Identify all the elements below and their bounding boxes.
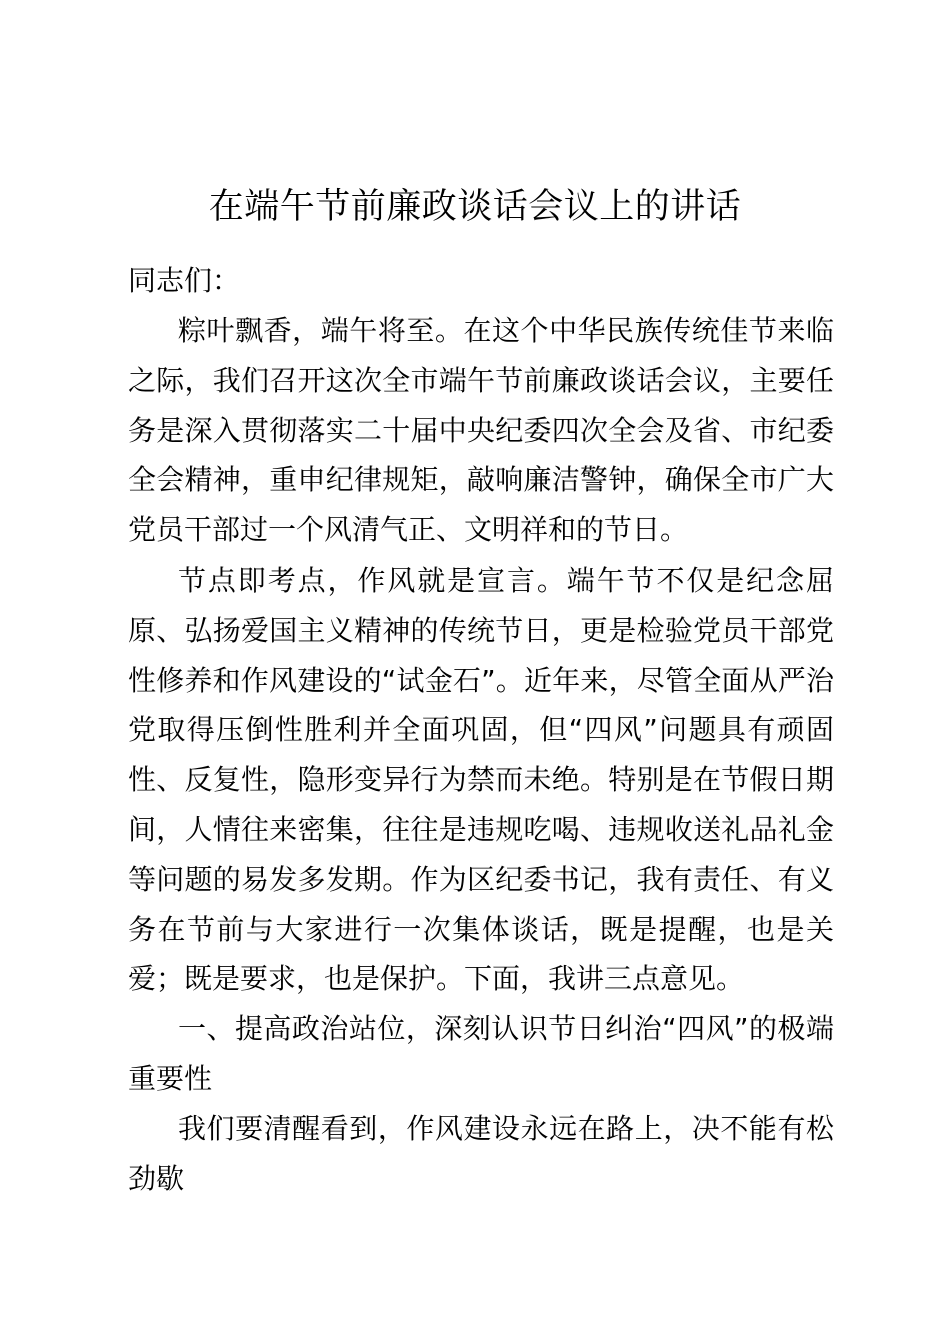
section-heading-1: 一、提高政治站位，深刻认识节日纠治“四风”的极端重要性 xyxy=(128,1012,834,1095)
paragraph-section-1: 我们要清醒看到，作风建设永远在路上，决不能有松劲歇 xyxy=(128,1112,834,1195)
paragraph-context: 节点即考点，作风就是宣言。端午节不仅是纪念屈原、弘扬爱国主义精神的传统节日，更是检验党员干部党性修养和作风建设的“试金石”。近年来，尽管全面从严治党取得压倒性胜利并全面巩固，但“四风”问题具有顽固性、反复性，隐形变异行为禁而未绝。特别是在节假日期间，人情往来密集，往往是违规吃喝、违规收送礼品礼金等问题的易发多发期。作为区纪委书记，我有责任、有义务在节前与大家进行一次集体谈话，既是提醒，也是关爱；既是要求，也是保护。下面，我讲三点意见。 xyxy=(128,564,834,996)
salutation: 同志们： xyxy=(128,264,241,297)
paragraph-opening: 粽叶飘香，端午将至。在这个中华民族传统佳节来临之际，我们召开这次全市端午节前廉政谈话会议，主要任务是深入贯彻落实二十届中央纪委四次全会及省、市纪委全会精神，重申纪律规矩，敲响廉洁警钟，确保全市广大党员干部过一个风清气正、文明祥和的节日。 xyxy=(128,314,834,547)
document-title: 在端午节前廉政谈话会议上的讲话 xyxy=(208,187,742,227)
